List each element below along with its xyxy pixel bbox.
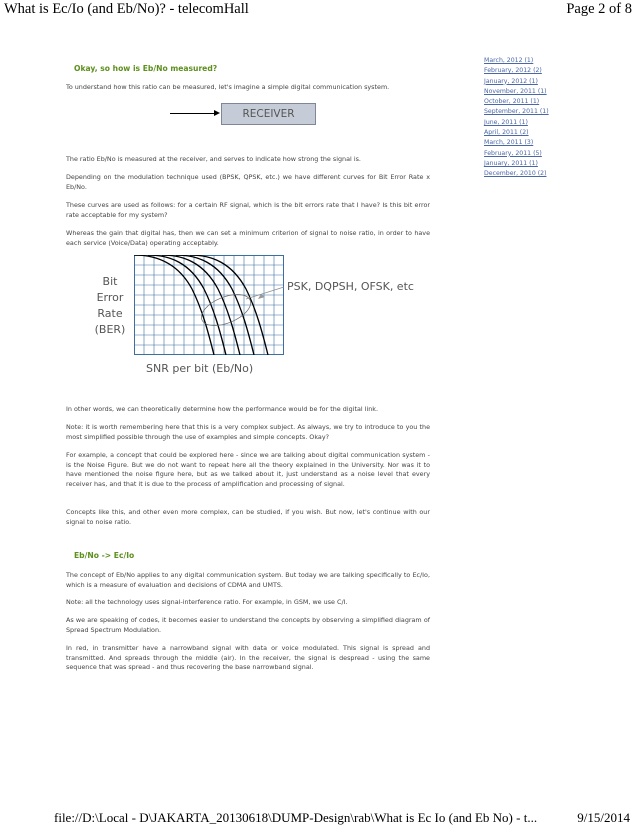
receiver-box: RECEIVER [221, 103, 316, 125]
archive-item[interactable] [484, 97, 584, 107]
receiver-diagram [170, 103, 320, 125]
archive-item[interactable] [484, 77, 584, 87]
archive-list [484, 56, 584, 180]
print-header [0, 0, 638, 20]
page-number: Page 2 of 8 [566, 1, 632, 17]
section-heading-ebno-ecio: Eb/No -> Ec/Io [74, 551, 135, 560]
archive-link-apr-2011[interactable]: April, 2011 (2) [484, 129, 529, 137]
paragraph: Depending on the modulation technique used (BPSK, QPSK, etc.) we have different curves for Bit Error Rate x Eb/No. [66, 173, 430, 191]
archive-link-oct-2011[interactable]: October, 2011 (1) [484, 98, 540, 106]
paragraph: The concept of Eb/No applies to any digital communication system. But today we are talking specifically to Ec/Io, which is a measure of evaluation and decisions of CDMA and UMTS. [66, 571, 430, 589]
archive-item[interactable] [484, 87, 584, 97]
archive-link-mar-2012[interactable]: March, 2012 (1) [484, 57, 534, 64]
footer-date: 9/15/2014 [577, 810, 630, 825]
archive-item[interactable] [484, 128, 584, 138]
section-heading-ebno-measured: Okay, so how is Eb/No measured? [74, 64, 218, 73]
archive-item[interactable] [484, 169, 584, 179]
archive-link-mar-2011[interactable]: March, 2011 (3) [484, 139, 534, 147]
archive-item[interactable] [484, 118, 584, 128]
archive-item[interactable] [484, 159, 584, 169]
y-axis-label-line: Error [96, 291, 124, 304]
paragraph: To understand how this ratio can be measured, let's imagine a simple digital communication system. [66, 83, 390, 91]
ber-curve-figure [66, 250, 426, 385]
paragraph: Note: it is worth remembering here that this is a very complex subject. As always, we try to introduce to you the most simplified possible through the use of examples and simple concepts. Okay? [66, 423, 430, 441]
curve-label: PSK, DQPSH, OFSK, etc [287, 280, 414, 293]
archive-link-jun-2011[interactable]: June, 2011 (1) [484, 118, 528, 126]
footer-file-path: file://D:\Local - D\JAKARTA_20130618\DUMP-Design\rab\What is Ec Io (and Eb No) - t... [54, 810, 538, 825]
archive-link-jan-2011[interactable]: January, 2011 (1) [484, 159, 538, 167]
y-axis-label-line: Rate [97, 307, 123, 320]
page-title: What is Ec/Io (and Eb/No)? - telecomHall [4, 1, 249, 17]
archive-link-feb-2012[interactable]: February, 2012 (2) [484, 67, 542, 75]
archive-link-jan-2012[interactable]: January, 2012 (1) [484, 77, 538, 85]
paragraph: In red, in transmitter have a narrowband signal with data or voice modulated. This signal is spread and transmitted. And spreads through the middle (air). In the receiver, the signal is despread - using the same sequence that was spread - and thus recovering the base narrowband signal. [66, 644, 430, 672]
signal-line [170, 113, 214, 114]
paragraph: These curves are used as follows: for a certain RF signal, which is the bit errors rate that I have? Is this bit error rate acceptable for my system? [66, 201, 430, 219]
paragraph: The ratio Eb/No is measured at the receiver, and serves to indicate how strong the signal is. [66, 155, 361, 163]
archive-link-feb-2011[interactable]: February, 2011 (5) [484, 149, 542, 157]
y-axis-label-line: Bit [102, 275, 118, 288]
callout-line [246, 287, 284, 299]
archive-item[interactable] [484, 138, 584, 148]
paragraph: In other words, we can theoretically determine how the performance would be for the digital link. [66, 405, 379, 413]
paragraph: As we are speaking of codes, it becomes easier to understand the concepts by observing a simplified diagram of Spread Spectrum Modulation. [66, 616, 430, 634]
archive-link-nov-2011[interactable]: November, 2011 (1) [484, 87, 547, 95]
y-axis-label [86, 274, 134, 338]
print-footer [0, 808, 638, 826]
arrow-right-icon [214, 110, 220, 116]
archive-item[interactable] [484, 66, 584, 76]
y-axis-label-line: (BER) [94, 323, 126, 336]
archive-link-sep-2011[interactable]: September, 2011 (1) [484, 108, 549, 116]
archive-item[interactable] [484, 107, 584, 117]
ber-plot [134, 255, 284, 355]
archive-item[interactable] [484, 56, 584, 66]
x-axis-label: SNR per bit (Eb/No) [146, 362, 254, 375]
paragraph: For example, a concept that could be explored here - since we are talking about digital communication system - is the Noise Figure. But we do not want to repeat here all the theory explained in the University. Nor was it to have mentioned the noise figure here, but as we talked about it, just understand as a noise level that every receiver has, and that it is due to the process of amplification and processing of signal. [66, 451, 430, 489]
archive-item[interactable] [484, 149, 584, 159]
paragraph: Concepts like this, and other even more complex, can be studied, if you wish. But now, let's continue with our signal to noise ratio. [66, 508, 430, 526]
paragraph: Note: all the technology uses signal-interference ratio. For example, in GSM, we use C/I. [66, 598, 348, 606]
archive-link-dec-2010[interactable]: December, 2010 (2) [484, 170, 547, 178]
paragraph: Whereas the gain that digital has, then we can set a minimum criterion of signal to noise ratio, in order to have each service (Voice/Data) operating acceptably. [66, 229, 430, 247]
